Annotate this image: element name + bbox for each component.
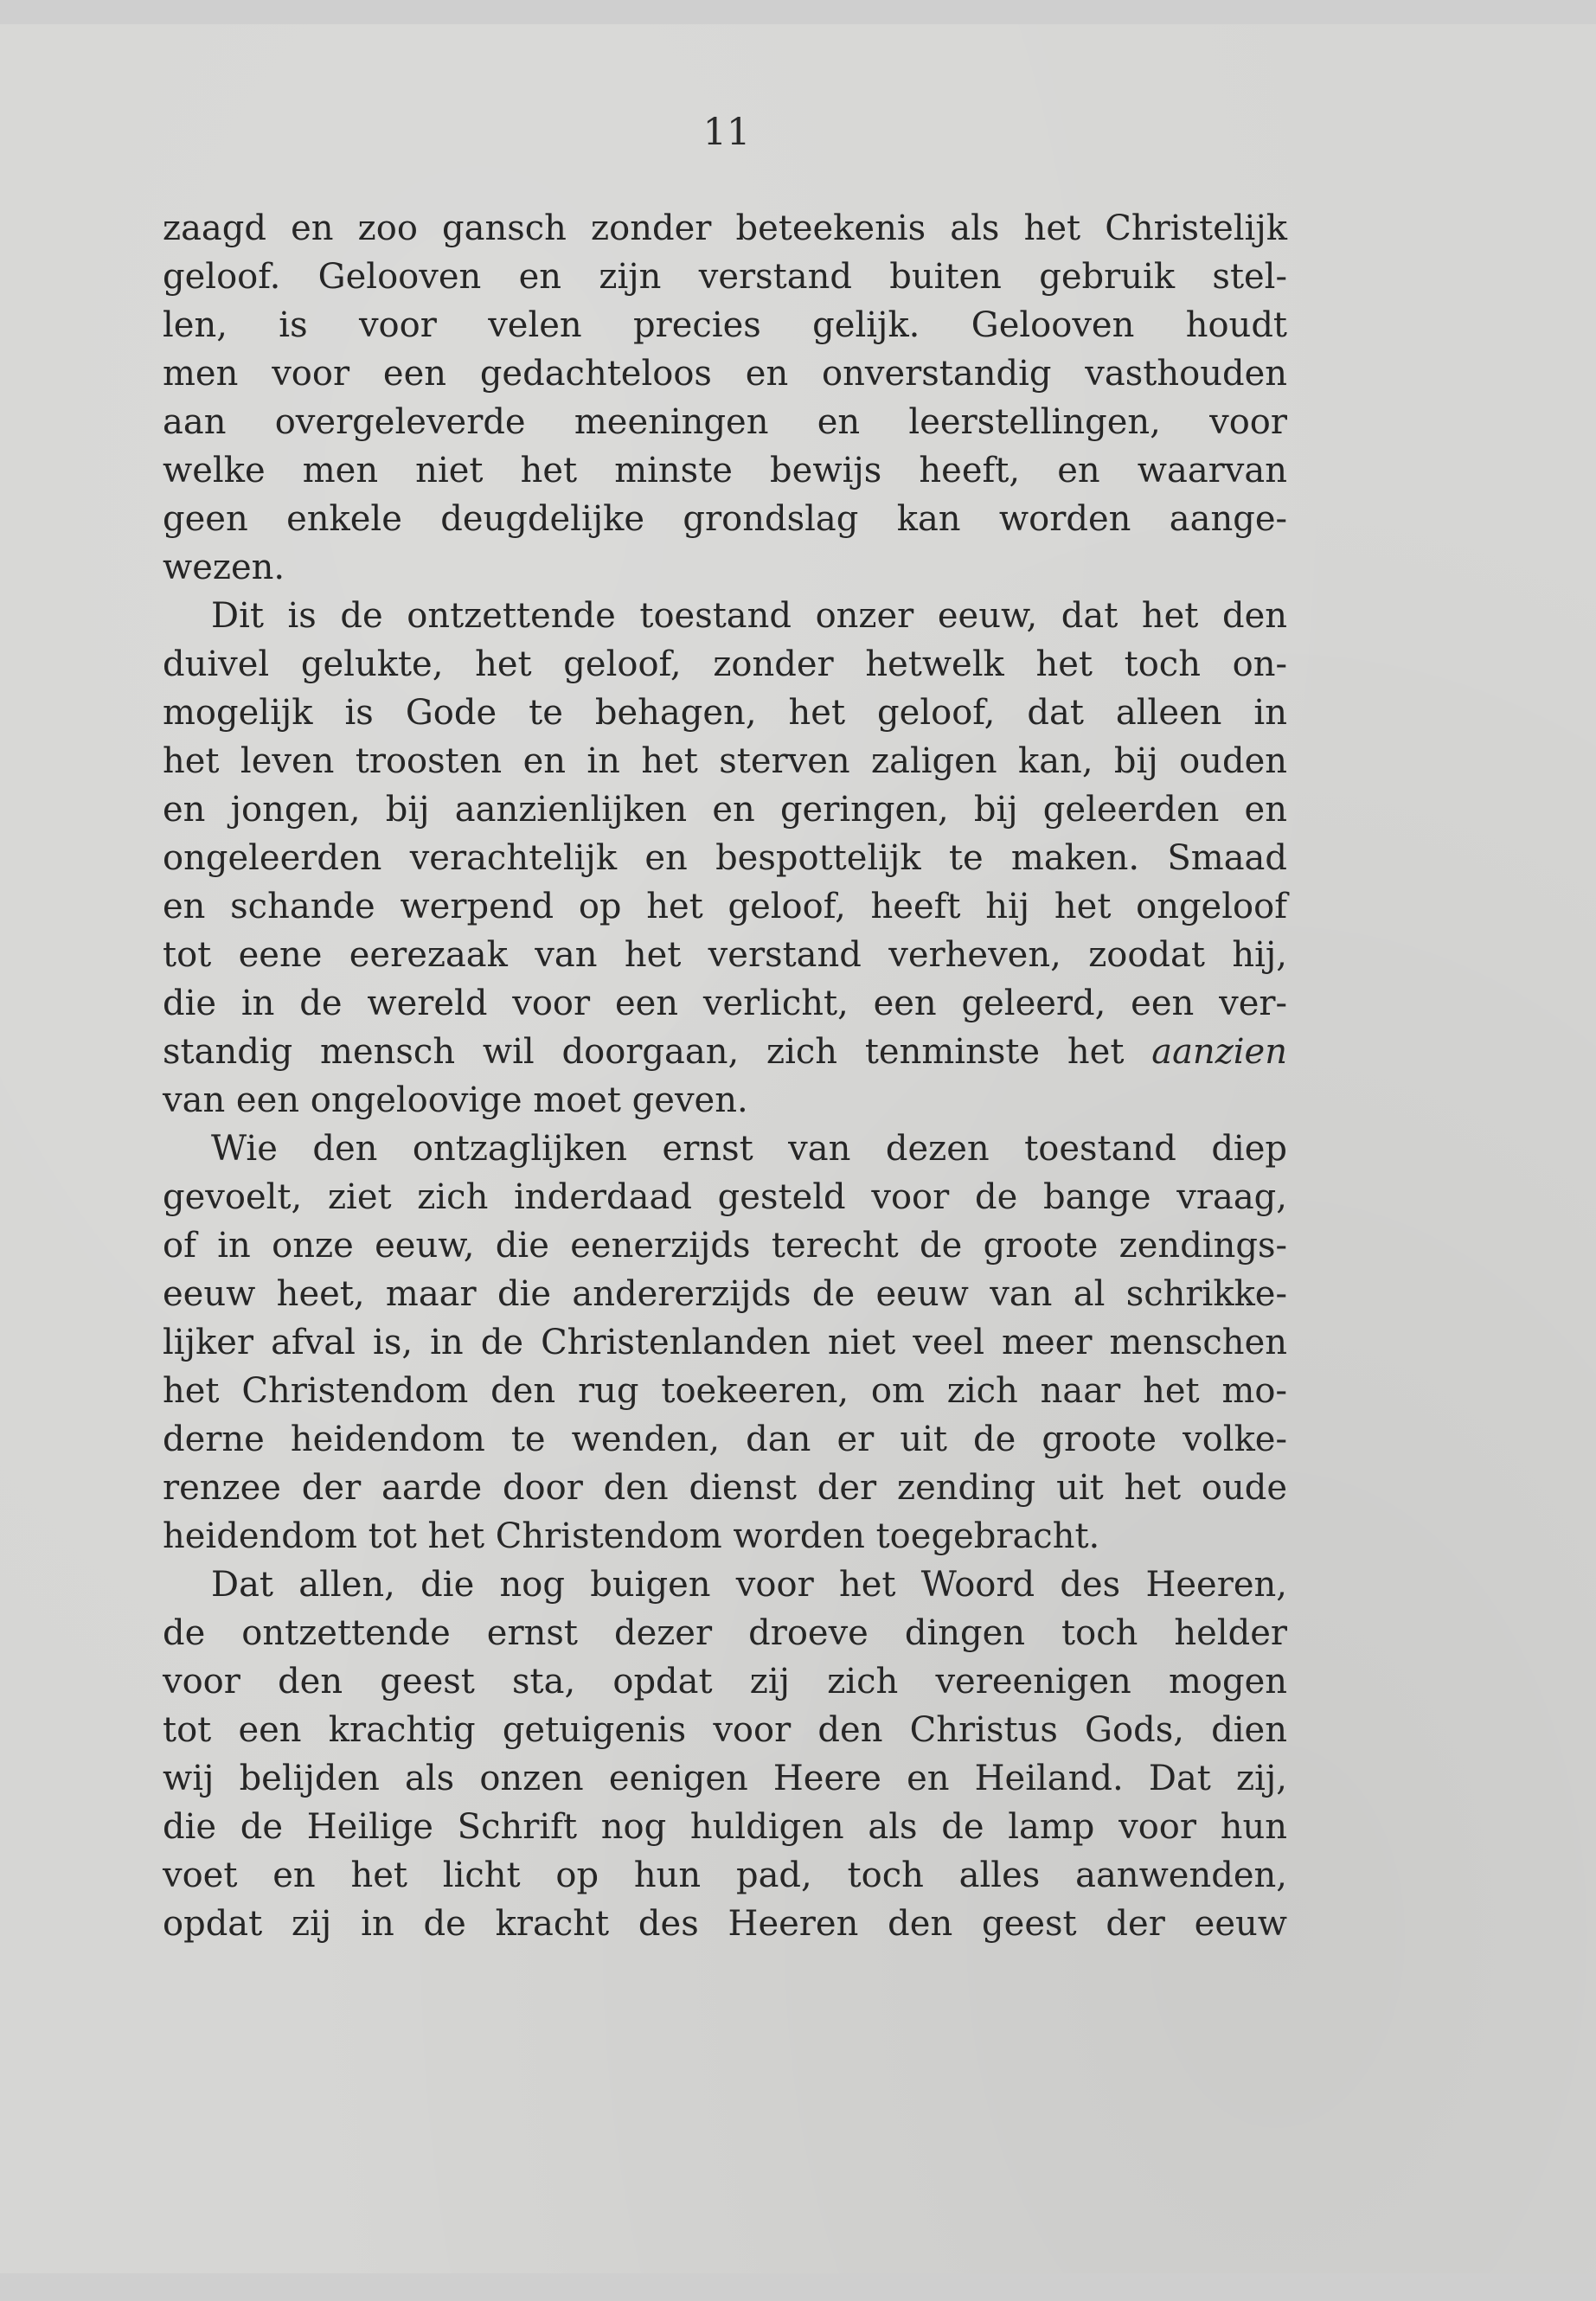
text-line: len, is voor velen precies gelijk. Gelooven houdt — [163, 305, 1287, 345]
text-line: Dat allen, die nog buigen voor het Woord des Heeren, — [211, 1565, 1287, 1605]
text-line: die in de wereld voor een verlicht, een geleerd, een ver- — [163, 984, 1287, 1023]
text-line: die de Heilige Schrift nog huldigen als de lamp voor hun — [163, 1807, 1287, 1847]
text-line: duivel gelukte, het geloof, zonder hetwelk het toch on- — [163, 644, 1287, 684]
text-line: het leven troosten en in het sterven zaligen kan, bij ouden — [163, 741, 1287, 781]
text-line: zaagd en zoo gansch zonder beteekenis als het Christelijk — [163, 208, 1287, 248]
text-line-segment: standig mensch wil doorgaan, zich tenminste het — [163, 1032, 1152, 1072]
text-line: en jongen, bij aanzienlijken en geringen, bij geleerden en — [163, 790, 1287, 830]
italic-word: aanzien — [1151, 1032, 1287, 1072]
text-line: gevoelt, ziet zich inderdaad gesteld voor de bange vraag, — [163, 1177, 1287, 1217]
text-line: tot een krachtig getuigenis voor den Christus Gods, dien — [163, 1710, 1287, 1750]
text-line: Wie den ontzaglijken ernst van dezen toestand diep — [211, 1129, 1287, 1169]
text-line: men voor een gedachteloos en onverstandig vasthouden — [163, 354, 1287, 394]
text-line: geloof. Gelooven en zijn verstand buiten gebruik stel- — [163, 257, 1287, 297]
text-line: ongeleerden verachtelijk en bespottelijk te maken. Smaad — [163, 838, 1287, 878]
text-line: welke men niet het minste bewijs heeft, en waarvan — [163, 451, 1287, 490]
text-line: lijker afval is, in de Christenlanden niet veel meer menschen — [163, 1323, 1287, 1362]
text-line: heidendom tot het Christendom worden toegebracht. — [163, 1516, 1100, 1556]
text-line — [163, 1028, 1287, 1076]
text-line: voet en het licht op hun pad, toch alles aanwenden, — [163, 1856, 1287, 1895]
text-line: derne heidendom te wenden, dan er uit de groote volke- — [163, 1420, 1287, 1459]
book-page — [0, 24, 1596, 2273]
text-line: de ontzettende ernst dezer droeve dingen toch helder — [163, 1613, 1287, 1653]
text-line: of in onze eeuw, die eenerzijds terecht de groote zendings- — [163, 1226, 1287, 1266]
text-line: tot eene eerezaak van het verstand verheven, zoodat hij, — [163, 935, 1287, 975]
text-line: mogelijk is Gode te behagen, het geloof, dat alleen in — [163, 693, 1287, 733]
text-line: wezen. — [163, 548, 285, 587]
text-line: geen enkele deugdelijke grondslag kan worden aange- — [163, 499, 1287, 539]
body-text — [163, 204, 1287, 1948]
text-line: eeuw heet, maar die andererzijds de eeuw van al schrikke- — [163, 1274, 1287, 1314]
text-line: opdat zij in de kracht des Heeren den geest der eeuw — [163, 1904, 1287, 1944]
text-line: van een ongeloovige moet geven. — [163, 1080, 748, 1120]
text-line: en schande werpend op het geloof, heeft hij het ongeloof — [163, 887, 1287, 926]
text-line: renzee der aarde door den dienst der zending uit het oude — [163, 1468, 1287, 1508]
text-line: het Christendom den rug toekeeren, om zich naar het mo- — [163, 1371, 1287, 1411]
text-line: wij belijden als onzen eenigen Heere en Heiland. Dat zij, — [163, 1759, 1287, 1798]
page-number: 11 — [702, 111, 751, 154]
text-line: aan overgeleverde meeningen en leerstellingen, voor — [163, 402, 1287, 442]
text-line: voor den geest sta, opdat zij zich vereenigen mogen — [163, 1662, 1287, 1702]
text-line: Dit is de ontzettende toestand onzer eeuw, dat het den — [211, 596, 1287, 636]
